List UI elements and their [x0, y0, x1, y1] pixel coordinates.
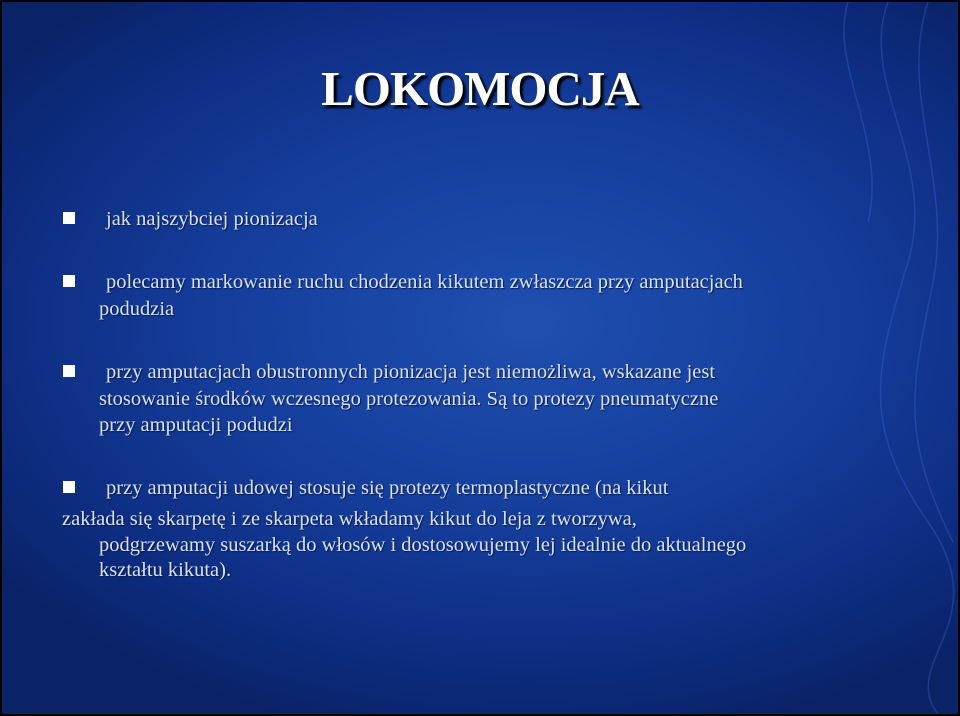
slide: [2, 2, 958, 714]
bullet-line: przy amputacjach obustronnych pionizacja jest niemożliwa, wskazane jest: [106, 361, 716, 383]
bullet-square-icon: [63, 275, 75, 287]
bullet-square-icon: [63, 481, 75, 493]
bullet-line: przy amputacji udowej stosuje się protezy termoplastyczne (na kikut: [106, 477, 669, 499]
bullet-square-icon: [63, 365, 75, 377]
bullet-square-icon: [63, 212, 75, 224]
slide-title: LOKOMOCJA: [321, 61, 639, 116]
bullet-line: stosowanie środków wczesnego protezowania. Są to protezy pneumatyczne: [99, 388, 719, 410]
bullet-line: polecamy markowanie ruchu chodzenia kikutem zwłaszcza przy amputacjach: [106, 271, 743, 293]
bullet-line: kształtu kikuta).: [99, 559, 232, 581]
bullet-line: przy amputacji podudzi: [99, 414, 293, 436]
bullet-line: zakłada się skarpetę i ze skarpeta wkładamy kikut do leja z tworzywa,: [62, 508, 637, 530]
bullet-line: podudzia: [99, 298, 175, 320]
bullet-line: jak najszybciej pionizacja: [106, 208, 318, 230]
bullet-line: podgrzewamy suszarką do włosów i dostosowujemy lej idealnie do aktualnego: [99, 534, 747, 556]
